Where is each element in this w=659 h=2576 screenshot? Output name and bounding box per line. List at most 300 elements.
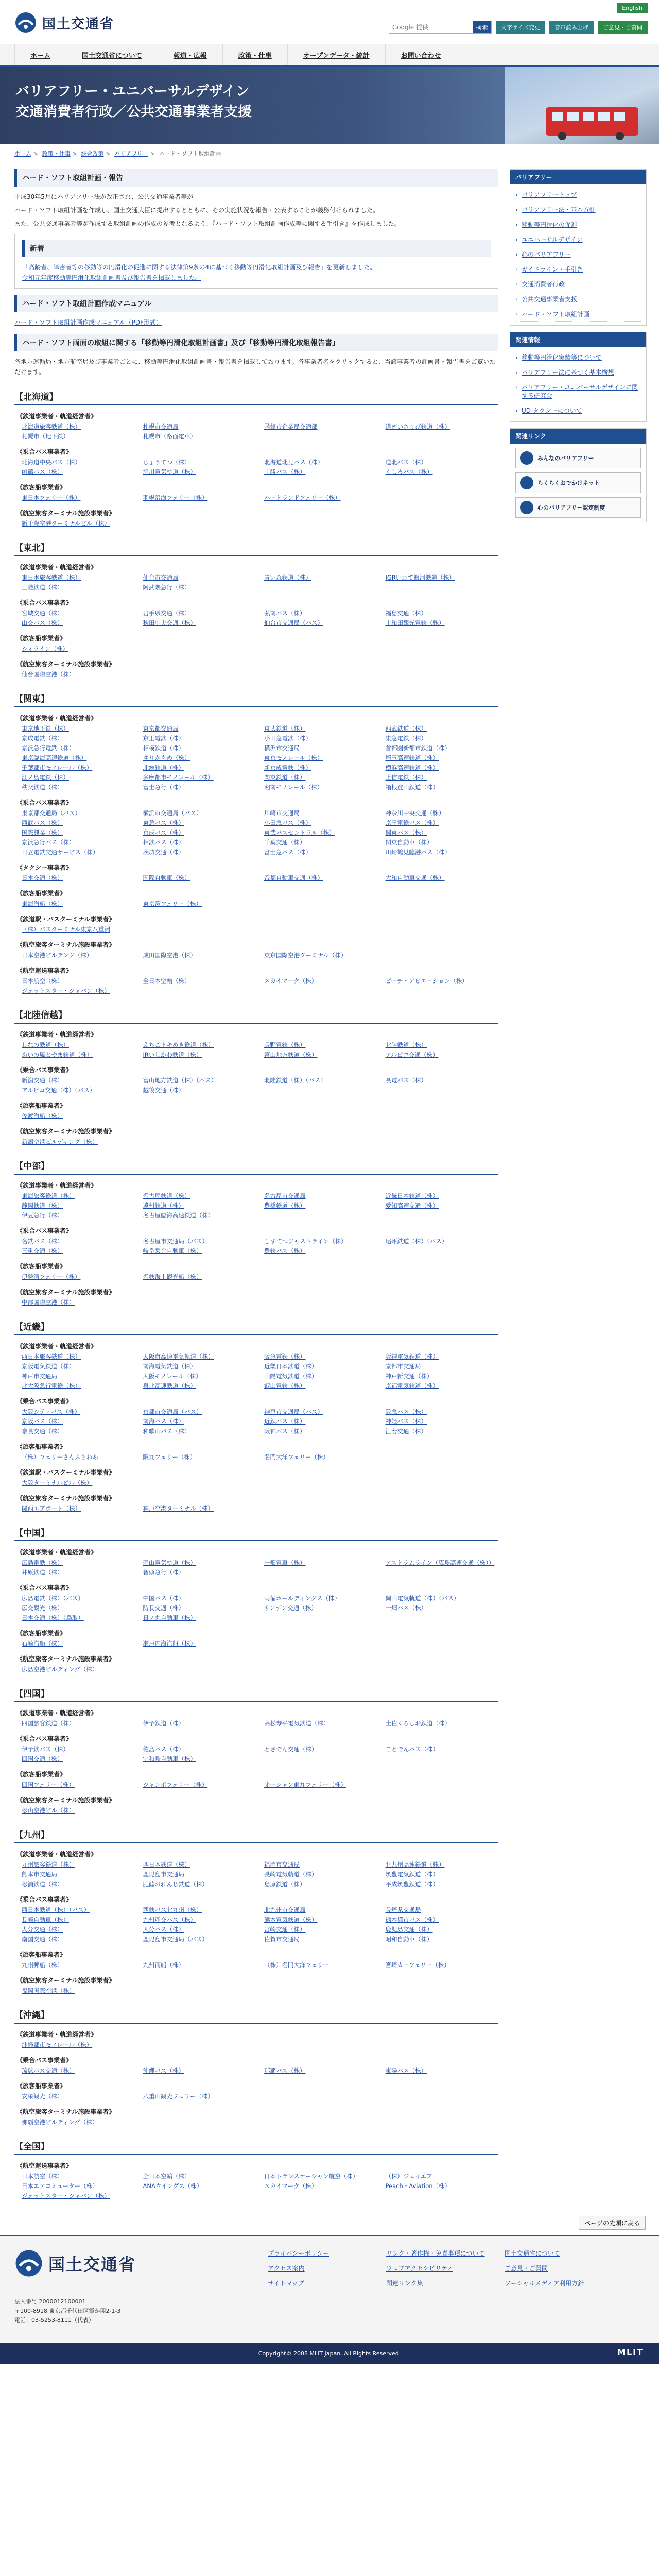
operator-link[interactable]: くしろバス（株） — [385, 468, 433, 476]
operator-link[interactable]: じょうてつ（株） — [143, 459, 190, 466]
operator-link[interactable]: しなの鉄道（株） — [22, 1041, 69, 1048]
operator-link[interactable]: 首都圏新都市鉄道（株） — [385, 744, 450, 752]
operator-link[interactable]: 長電バス（株） — [385, 1077, 427, 1084]
operator-link[interactable]: 福岡国際空港（株） — [22, 1987, 75, 1994]
operator-link[interactable]: 岩手県交通（株） — [143, 609, 190, 617]
operator-link[interactable]: 那覇空港ビルディング（株） — [22, 2119, 98, 2126]
operator-link[interactable]: アルピコ交通（株）（バス） — [22, 1087, 96, 1094]
operator-link[interactable]: 大阪モノレール（株） — [143, 1372, 202, 1380]
voice-read-button[interactable]: 音声読み上げ — [549, 21, 594, 34]
operator-link[interactable]: 青い森鉄道（株） — [264, 574, 311, 581]
operator-link[interactable]: 四国交通（株） — [22, 1755, 63, 1762]
operator-link[interactable]: 大分交通（株） — [22, 1926, 63, 1933]
operator-link[interactable]: 宮城交通（株） — [22, 609, 63, 617]
operator-link[interactable]: 京成電鉄（株） — [22, 735, 63, 742]
operator-link[interactable]: ANAウイングス（株） — [143, 2182, 203, 2190]
operator-link[interactable]: 京成バス（株） — [143, 829, 184, 836]
operator-link[interactable]: 鹿児島市交通局 — [143, 1871, 184, 1878]
operator-link[interactable]: 上信電鉄（株） — [385, 774, 427, 781]
sidebar-item[interactable]: › 心のバリアフリー — [515, 247, 641, 262]
operator-link[interactable]: 名古屋市交通局 — [264, 1192, 306, 1199]
operator-link[interactable]: 神戸市交通局 — [22, 1372, 57, 1380]
site-logo[interactable] — [14, 11, 114, 34]
operator-link[interactable]: 茨城交通（株） — [143, 849, 184, 856]
operator-link[interactable]: 湘南モノレール（株） — [264, 784, 323, 791]
footer-link[interactable]: ウェブアクセシビリティ — [386, 2265, 453, 2272]
operator-link[interactable]: 福島交通（株） — [385, 609, 427, 617]
operator-link[interactable]: 佐渡汽船（株） — [22, 1112, 63, 1120]
sidebar-item[interactable]: › UD タクシーについて — [515, 403, 641, 418]
operator-link[interactable]: 京浜急行電鉄（株） — [22, 744, 75, 752]
operator-link[interactable]: あいの風とやま鉄道（株） — [22, 1051, 93, 1058]
operator-link[interactable]: サンデン交通（株） — [264, 1604, 317, 1612]
operator-link[interactable]: 熊本都市バス（株） — [385, 1916, 439, 1923]
operator-link[interactable]: 大阪ターミナルビル（株） — [22, 1479, 93, 1486]
operator-link[interactable]: 川崎市交通局 — [264, 809, 300, 817]
operator-link[interactable]: 名古屋鉄道（株） — [143, 1192, 190, 1199]
operator-link[interactable]: 富山地方鉄道（株）（バス） — [143, 1077, 217, 1084]
news-link[interactable]: 「高齢者、障害者等の移動等の円滑化の促進に関する法律第9条の4に基づく移動等円滑化取組計画及び報告」を更新しました。 — [22, 264, 376, 271]
operator-link[interactable]: 神戸空港ターミナル（株） — [143, 1505, 214, 1512]
operator-link[interactable]: 京浜急行バス（株） — [22, 839, 75, 846]
operator-link[interactable]: Peach・Aviation（株） — [385, 2182, 451, 2190]
operator-link[interactable]: 山陽電気鉄道（株） — [264, 1372, 318, 1380]
operator-link[interactable]: ゆりかもめ（株） — [143, 754, 190, 761]
operator-link[interactable]: 京阪電気鉄道（株） — [22, 1363, 75, 1370]
operator-link[interactable]: 東京モノレール（株） — [264, 754, 323, 761]
operator-link[interactable]: 阪神電気鉄道（株） — [385, 1353, 439, 1360]
sidebar-item[interactable]: › ガイドライン・手引き — [515, 262, 641, 277]
operator-link[interactable]: 西鉄バス北九州（株） — [143, 1906, 202, 1913]
operator-link[interactable]: 智頭急行（株） — [143, 1569, 184, 1576]
footer-logo[interactable] — [14, 2249, 136, 2278]
operator-link[interactable]: 神奈川中央交通（株） — [385, 809, 445, 817]
operator-link[interactable]: 那覇バス（株） — [264, 2067, 306, 2074]
operator-link[interactable]: 南海電気鉄道（株） — [143, 1363, 196, 1370]
operator-link[interactable]: 東京臨海高速鉄道（株） — [22, 754, 87, 761]
operator-link[interactable]: 札幌市交通局 — [143, 423, 179, 430]
operator-link[interactable]: 横浜高速鉄道（株） — [385, 764, 439, 771]
operator-link[interactable]: 函館バス（株） — [22, 468, 63, 476]
gnav-policy[interactable]: 政策・仕事 — [223, 44, 288, 65]
font-size-button[interactable]: 文字サイズ変更 — [496, 21, 545, 34]
operator-link[interactable]: 日本交通（株）（鳥取） — [22, 1614, 84, 1621]
breadcrumb-item[interactable]: 政策・仕事 — [42, 150, 71, 157]
operator-link[interactable]: 中国バス（株） — [143, 1595, 184, 1602]
operator-link[interactable]: 安栄観光（株） — [22, 2093, 63, 2100]
operator-link[interactable]: 奈良交通（株） — [22, 1428, 63, 1435]
operator-link[interactable]: 一畑バス（株） — [385, 1604, 427, 1612]
operator-link[interactable]: 広島空港ビルディング（株） — [22, 1666, 98, 1673]
operator-link[interactable]: 八重山観光フェリー（株） — [143, 2093, 214, 2100]
sidebar-banner[interactable] — [515, 497, 641, 518]
operator-link[interactable]: 南国交通（株） — [22, 1936, 63, 1943]
operator-link[interactable]: 日本エアコミューター（株） — [22, 2182, 98, 2190]
operator-link[interactable]: 岡山電気軌道（株） — [143, 1559, 196, 1566]
operator-link[interactable]: 名鉄バス（株） — [22, 1238, 63, 1245]
operator-link[interactable]: 名鉄海上観光船（株） — [143, 1273, 202, 1280]
operator-link[interactable]: 肥薩おれんじ鉄道（株） — [143, 1880, 208, 1888]
operator-link[interactable]: 道北バス（株） — [385, 459, 427, 466]
operator-link[interactable]: 関東鉄道（株） — [264, 774, 306, 781]
operator-link[interactable]: 伊勢湾フェリー（株） — [22, 1273, 81, 1280]
operator-link[interactable]: 日立電鉄交通サービス（株） — [22, 849, 99, 856]
operator-link[interactable]: 伊予鉄道（株） — [143, 1720, 184, 1727]
footer-link[interactable]: 関連リンク集 — [386, 2280, 423, 2287]
operator-link[interactable]: 四国フェリー（株） — [22, 1781, 75, 1788]
operator-link[interactable]: 土佐くろしお鉄道（株） — [385, 1720, 450, 1727]
operator-link[interactable]: 豊鉄バス（株） — [264, 1247, 306, 1255]
operator-link[interactable]: ハートランドフェリー（株） — [264, 494, 341, 501]
operator-link[interactable]: 遠州鉄道（株） — [143, 1202, 184, 1209]
operator-link[interactable]: 広島電鉄（株） — [22, 1559, 63, 1566]
operator-link[interactable]: 阪急電鉄（株） — [264, 1353, 306, 1360]
operator-link[interactable]: 西日本鉄道（株）（バス） — [22, 1906, 90, 1913]
operator-link[interactable]: 遠州鉄道（株）（バス） — [385, 1238, 448, 1245]
operator-link[interactable]: 北陸鉄道（株）（バス） — [264, 1077, 326, 1084]
operator-link[interactable]: 東海旅客鉄道（株） — [22, 1192, 75, 1199]
operator-link[interactable]: 東京地下鉄（株） — [22, 725, 69, 732]
operator-link[interactable]: 越後交通（株） — [143, 1087, 184, 1094]
footer-site-name: 国土交通省 — [48, 2255, 136, 2274]
operator-link[interactable]: 名古屋市交通局（バス） — [143, 1238, 208, 1245]
operator-link[interactable]: 京王電鉄バス（株） — [385, 819, 439, 826]
operator-link[interactable]: 箱根登山鉄道（株） — [385, 784, 439, 791]
gnav-about[interactable]: 国土交通省について — [66, 44, 158, 65]
operator-link[interactable]: 新京成電鉄（株） — [264, 764, 311, 771]
operator-link[interactable]: 大分バス（株） — [143, 1926, 184, 1933]
sidebar-banner[interactable] — [515, 448, 641, 468]
operator-link[interactable]: 帝都自動車交通（株） — [264, 874, 323, 882]
operator-link[interactable]: 仙台市交通局（バス） — [264, 619, 323, 626]
operator-link[interactable]: 近畿日本鉄道（株） — [385, 1192, 439, 1199]
operator-link[interactable]: 北総鉄道（株） — [143, 764, 184, 771]
operator-link[interactable]: 東急バス（株） — [143, 819, 184, 826]
inquiry-button[interactable]: ご意見・ご質問 — [598, 21, 648, 34]
operator-link[interactable]: 弘南バス（株） — [264, 609, 306, 617]
operator-link[interactable]: 関東バス（株） — [385, 829, 427, 836]
operator-link[interactable]: 阪神バス（株） — [264, 1428, 306, 1435]
operator-link[interactable]: 宮崎カーフェリー（株） — [385, 1961, 450, 1969]
operator-link[interactable]: 国際自動車（株） — [143, 874, 190, 882]
operator-link[interactable]: IGRいわて銀河鉄道（株） — [385, 574, 455, 581]
operator-link[interactable]: （株）フェリーさんふらわあ — [22, 1453, 98, 1461]
operator-link[interactable]: とさでん交通（株） — [264, 1745, 318, 1753]
operator-link[interactable]: 四国旅客鉄道（株） — [22, 1720, 75, 1727]
sidebar-item[interactable]: › 移動等円滑化実績等について — [515, 350, 641, 365]
footer-link[interactable]: アクセス案内 — [268, 2265, 305, 2272]
operator-link[interactable]: 新潟空港ビルディング（株） — [22, 1138, 98, 1145]
operator-link[interactable]: （株）ジェイエア — [385, 2173, 432, 2180]
operator-link[interactable]: 沖縄都市モノレール（株） — [22, 2041, 93, 2048]
operator-link[interactable]: 琉球バス交通（株） — [22, 2067, 75, 2074]
operator-link[interactable]: 静岡鉄道（株） — [22, 1202, 63, 1209]
operator-link[interactable]: 長崎電気軌道（株） — [264, 1871, 318, 1878]
operator-link[interactable]: 北海道中央バス（株） — [22, 459, 81, 466]
operator-link[interactable]: 伊予鉄バス（株） — [22, 1745, 69, 1753]
operator-link[interactable]: 平成筑豊鉄道（株） — [385, 1880, 439, 1888]
operator-link[interactable]: 岡山電気軌道（株）（バス） — [385, 1595, 460, 1602]
operator-link[interactable]: 道南いさりび鉄道（株） — [385, 423, 450, 430]
operator-link[interactable]: 仙台市交通局 — [143, 574, 179, 581]
operator-link[interactable]: 松浦鉄道（株） — [22, 1880, 63, 1888]
operator-link[interactable]: 京福電気鉄道（株） — [385, 1382, 439, 1389]
operator-link[interactable]: 富士急行（株） — [143, 784, 184, 791]
operator-link[interactable]: 東京湾フェリー（株） — [143, 900, 202, 907]
operator-link[interactable]: 西武鉄道（株） — [385, 725, 427, 732]
operator-link[interactable]: 広島電鉄（株）（バス） — [22, 1595, 84, 1602]
operator-link[interactable]: 神戸市交通局（バス） — [264, 1408, 323, 1415]
footer-link[interactable]: プライバシーポリシー — [268, 2250, 330, 2257]
operator-link[interactable]: 愛知高速交通（株） — [385, 1202, 439, 1209]
search-input[interactable] — [389, 21, 473, 33]
operator-link[interactable]: 新千歳空港ターミナルビル（株） — [22, 520, 110, 527]
operator-link[interactable]: 大阪シティバス（株） — [22, 1408, 81, 1415]
operator-link[interactable]: 東京国際空港ターミナル（株） — [264, 952, 347, 959]
footer-link[interactable]: ご意見・ご質問 — [505, 2265, 548, 2272]
operator-link[interactable]: 神姫バス（株） — [385, 1418, 427, 1425]
operator-link[interactable]: 九州商船（株） — [143, 1961, 184, 1969]
operator-grid — [14, 1041, 498, 1059]
operator-link[interactable]: 札幌市（路面電車） — [143, 433, 196, 440]
operator-link[interactable]: 日ノ丸自動車（株） — [143, 1614, 196, 1621]
operator-link[interactable]: 千葉都市モノレール（株） — [22, 764, 93, 771]
operator-link[interactable]: 鹿児島交通（株） — [385, 1926, 433, 1933]
operator-link[interactable]: ことでんバス（株） — [385, 1745, 439, 1753]
operator-link[interactable]: しずてつジャストライン（株） — [264, 1238, 347, 1245]
operator-link[interactable]: ジェットスター・ジャパン（株） — [22, 987, 110, 994]
operator-link[interactable]: 北大阪急行電鉄（株） — [22, 1382, 81, 1389]
operator-link[interactable]: 昭和自動車（株） — [385, 1936, 433, 1943]
operator-link[interactable]: 長崎自動車（株） — [22, 1916, 69, 1923]
footer-link[interactable]: 国土交通省について — [505, 2250, 560, 2257]
operator-link[interactable]: オーシャン東九フェリー（株） — [264, 1781, 346, 1788]
operator-link[interactable]: 日本航空（株） — [22, 977, 63, 985]
operator-link[interactable]: 関東自動車（株） — [385, 839, 433, 846]
operator-link[interactable]: 福岡市交通局 — [264, 1861, 300, 1868]
operator-link[interactable]: 東日本旅客鉄道（株） — [22, 574, 81, 581]
operator-link[interactable]: 松山空港ビル（株） — [22, 1807, 75, 1814]
operator-link[interactable]: 富士急バス（株） — [264, 849, 311, 856]
operator-link[interactable]: 九州郵船（株） — [22, 1961, 63, 1969]
operator-link[interactable]: 長崎県交通局 — [385, 1906, 421, 1913]
operator-link[interactable]: 十和田観光電鉄（株） — [385, 619, 445, 626]
operator-link[interactable]: 防長交通（株） — [143, 1604, 184, 1612]
operator-link[interactable]: 神戸新交通（株） — [385, 1372, 433, 1380]
operator-link[interactable]: 北九州高速鉄道（株） — [385, 1861, 445, 1868]
sidebar-item[interactable]: › 公共交通事業者支援 — [515, 292, 641, 307]
operator-link[interactable]: 徳島バス（株） — [143, 1745, 184, 1753]
operator-link[interactable]: 名古屋臨海高速鉄道（株） — [143, 1212, 214, 1219]
operator-link[interactable]: 阪九フェリー（株） — [143, 1453, 196, 1461]
sidebar-item[interactable]: › バリアフリー・ユニバーサルデザインに関する研究会 — [515, 380, 641, 403]
operator-link[interactable]: 成田国際空港（株） — [143, 952, 196, 959]
sidebar-item[interactable]: › 交通消費者行政 — [515, 277, 641, 292]
gnav-data[interactable]: オープンデータ・統計 — [288, 44, 386, 65]
operator-link[interactable]: 西武バス（株） — [22, 819, 63, 826]
operator-link[interactable]: 宇和島自動車（株） — [143, 1755, 196, 1762]
operator-link[interactable]: 新潟交通（株） — [22, 1077, 63, 1084]
operator-link[interactable]: （株）バスターミナル東京八重洲 — [22, 926, 110, 933]
operator-link[interactable]: アストラムライン（広島高速交通（株）） — [385, 1559, 495, 1566]
footer-link[interactable]: リンク・著作権・免責事項について — [386, 2250, 485, 2257]
operator-link[interactable]: ピーチ・アビエーション（株） — [385, 977, 468, 985]
operator-link[interactable]: 千葉交通（株） — [264, 839, 306, 846]
operator-link[interactable]: 三陸鉄道（株） — [22, 584, 63, 591]
operator-link[interactable]: シィライン（株） — [22, 645, 68, 652]
operator-link[interactable]: 阪急バス（株） — [385, 1408, 427, 1415]
operator-link[interactable]: 大和自動車交通（株） — [385, 874, 445, 882]
operator-link[interactable]: 京王電鉄（株） — [143, 735, 184, 742]
operator-link[interactable]: 宮崎交通（株） — [264, 1926, 306, 1933]
operator-link[interactable]: 山交バス（株） — [22, 619, 63, 626]
operator-link[interactable]: 京都市交通局 — [385, 1363, 421, 1370]
operator-link[interactable]: 九州旅客鉄道（株） — [22, 1861, 75, 1868]
operator-link[interactable]: 横浜市交通局（バス） — [143, 809, 202, 817]
english-button[interactable]: English — [617, 3, 648, 13]
sidebar-item[interactable]: › バリアフリー法に基づく基本構想 — [515, 365, 641, 380]
operator-link[interactable]: 多摩都市モノレール（株） — [143, 774, 214, 781]
operator-link[interactable]: 伊豆急行（株） — [22, 1212, 63, 1219]
operator-link[interactable]: IRいしかわ鉄道（株） — [143, 1051, 202, 1058]
operator-link[interactable]: 秋田中央交通（株） — [143, 619, 196, 626]
operator-link[interactable]: 瀬戸内海汽船（株） — [143, 1640, 196, 1647]
operator-link[interactable]: 一畑電車（株） — [264, 1559, 306, 1566]
operator-link[interactable]: 北九州市交通局 — [264, 1906, 306, 1913]
operator-link[interactable]: えちごトキめき鉄道（株） — [143, 1041, 214, 1048]
sidebar-item[interactable]: › ハード・ソフト取組計画 — [515, 307, 641, 322]
operator-link[interactable]: 筑豊電気鉄道（株） — [385, 1871, 439, 1878]
pagetop-button[interactable]: ページの先頭に戻る — [579, 2216, 646, 2230]
operator-link[interactable]: 北陸鉄道（株） — [385, 1041, 427, 1048]
operator-link[interactable]: 沖縄バス（株） — [143, 2067, 184, 2074]
operator-link[interactable]: 阿武隈急行（株） — [143, 584, 190, 591]
operator-link[interactable]: 仙台国際空港（株） — [22, 671, 75, 678]
operator-link[interactable]: 東武鉄道（株） — [264, 725, 306, 732]
operator-link[interactable]: 高松琴平電気鉄道（株） — [264, 1720, 330, 1727]
operator-link[interactable]: （株）名門大洋フェリー — [264, 1961, 329, 1969]
operator-link[interactable]: 京阪バス（株） — [22, 1418, 63, 1425]
operator-link[interactable]: 和歌山バス（株） — [143, 1428, 190, 1435]
operator-link[interactable]: 熊本市交通局 — [22, 1871, 57, 1878]
operator-link[interactable]: 東武バスセントラル（株） — [264, 829, 335, 836]
operator-link[interactable]: 小田急電鉄（株） — [264, 735, 311, 742]
operator-link[interactable]: 九州産交バス（株） — [143, 1916, 196, 1923]
operator-link[interactable]: ジャンボフェリー（株） — [143, 1781, 208, 1788]
operator-link[interactable]: 秩父鉄道（株） — [22, 784, 63, 791]
operator-link[interactable]: スカイマーク（株） — [264, 977, 318, 985]
operator-link[interactable]: 両備ホールディングス（株） — [264, 1595, 341, 1602]
operator-link[interactable]: 広交観光（株） — [22, 1604, 63, 1612]
operator-link[interactable]: 東日本フェリー（株） — [22, 494, 81, 501]
operator-link[interactable]: 長野電鉄（株） — [264, 1041, 306, 1048]
operator-link[interactable]: 旭川電気軌道（株） — [143, 468, 196, 476]
operator-link[interactable]: 東急電鉄（株） — [385, 735, 427, 742]
operator-link[interactable]: 鹿児島市交通局（バス） — [143, 1936, 208, 1943]
operator-link[interactable]: 国際興業（株） — [22, 829, 63, 836]
operator-link[interactable]: 埼玉高速鉄道（株） — [385, 754, 439, 761]
operator-link[interactable]: 東海汽船（株） — [22, 900, 63, 907]
operator-link[interactable]: 日本航空（株） — [22, 2173, 63, 2180]
operator-link[interactable]: 札幌市（地下鉄） — [22, 433, 69, 440]
operator-link[interactable]: 北海道北見バス（株） — [264, 459, 323, 466]
operator-link[interactable]: 岐阜乗合自動車（株） — [143, 1247, 202, 1255]
operator-link[interactable]: 東陽バス（株） — [385, 2067, 427, 2074]
operator-link[interactable]: 西日本鉄道（株） — [143, 1861, 190, 1868]
operator-link[interactable]: 西日本旅客鉄道（株） — [22, 1353, 81, 1360]
operator-link[interactable]: 泉北高速鉄道（株） — [143, 1382, 196, 1389]
operator-link[interactable]: 近畿日本鉄道（株） — [264, 1363, 318, 1370]
operator-link[interactable]: 佐賀市交通局 — [264, 1936, 300, 1943]
operator-link[interactable]: 東京都交通局 — [143, 725, 179, 732]
breadcrumb-item[interactable]: ホーム — [14, 150, 31, 157]
operator-link[interactable]: 江若交通（株） — [385, 1428, 427, 1435]
operator-link[interactable]: 相鉄バス（株） — [143, 839, 184, 846]
search-button[interactable]: 検索 — [473, 21, 491, 33]
operator-link[interactable]: 豊橋鉄道（株） — [264, 1202, 306, 1209]
operator-link[interactable]: 全日本空輸（株） — [143, 977, 190, 985]
operator-link[interactable]: 南海バス（株） — [143, 1418, 184, 1425]
operator-link[interactable]: 関西エアポート（株） — [22, 1505, 81, 1512]
operator-link[interactable]: 名門大洋フェリー（株） — [264, 1453, 329, 1461]
gnav-press[interactable]: 報道・広報 — [158, 44, 223, 65]
operator-link[interactable]: 京都市交通局（バス） — [143, 1408, 202, 1415]
operator-link[interactable]: 叡山電鉄（株） — [264, 1382, 306, 1389]
gnav-home[interactable]: ホーム — [14, 44, 66, 65]
operator-link[interactable]: 小田急バス（株） — [264, 819, 311, 826]
operator-link[interactable]: スカイマーク（株） — [264, 2182, 318, 2190]
news-link[interactable]: 令和元年度移動等円滑化取組計画書及び報告書を掲載しました。 — [22, 274, 202, 281]
manual-pdf-link[interactable]: ハード・ソフト取組計画作成マニュアル（PDF形式） — [14, 319, 162, 326]
operator-link[interactable]: 日本トランスオーシャン航空（株） — [264, 2173, 359, 2180]
operator-link[interactable]: 近鉄バス（株） — [264, 1418, 306, 1425]
operator-link[interactable]: 羽幌沿海フェリー（株） — [143, 494, 208, 501]
sidebar-item[interactable]: › バリアフリー法・基本方針 — [515, 202, 641, 217]
operator-link[interactable]: 大阪市高速電気軌道（株） — [143, 1353, 214, 1360]
operator-link[interactable]: 井原鉄道（株） — [22, 1569, 63, 1576]
breadcrumb-item[interactable]: 総合政策 — [81, 150, 104, 157]
operator-link[interactable]: 全日本空輸（株） — [143, 2173, 190, 2180]
operator-link[interactable]: 川崎鶴見臨港バス（株） — [385, 849, 450, 856]
sidebar-item[interactable]: › バリアフリートップ — [515, 188, 641, 202]
gnav-contact[interactable]: お問い合わせ — [386, 44, 457, 65]
operator-link[interactable]: 熊本電気鉄道（株） — [264, 1916, 318, 1923]
operator-link[interactable]: 函館市企業局交通部 — [264, 423, 318, 430]
operator-link[interactable]: 十勝バス（株） — [264, 468, 306, 476]
operator-link[interactable]: ジェットスター・ジャパン（株） — [22, 2192, 110, 2199]
operator-link[interactable]: 三重交通（株） — [22, 1247, 63, 1255]
footer-link[interactable]: ソーシャルメディア利用方針 — [505, 2280, 584, 2287]
sidebar-banner[interactable] — [515, 472, 641, 493]
breadcrumb-item[interactable]: バリアフリー — [114, 150, 148, 157]
operator-link[interactable]: 島原鉄道（株） — [264, 1880, 306, 1888]
operator-link[interactable]: 相模鉄道（株） — [143, 744, 184, 752]
operator-link[interactable]: 富山地方鉄道（株） — [264, 1051, 318, 1058]
footer-link[interactable]: サイトマップ — [268, 2280, 304, 2287]
operator-link[interactable]: 江ノ島電鉄（株） — [22, 774, 69, 781]
operator-link[interactable]: 中部国際空港（株） — [22, 1299, 75, 1306]
operator-link[interactable]: 横浜市交通局 — [264, 744, 300, 752]
operator-link[interactable]: 北海道旅客鉄道（株） — [22, 423, 81, 430]
operator-link[interactable]: 東京都交通局（バス） — [22, 809, 81, 817]
operator-link[interactable]: 日本交通（株） — [22, 874, 63, 882]
operator-link[interactable]: アルピコ交通（株） — [385, 1051, 439, 1058]
operator-category: 《鉄道事業者・軌道経営者》 — [16, 1031, 97, 1038]
sidebar-item[interactable]: › 移動等円滑化の促進 — [515, 217, 641, 232]
operator-link[interactable]: 石崎汽船（株） — [22, 1640, 63, 1647]
operator-link[interactable]: 日本空港ビルデング（株） — [22, 952, 93, 959]
sidebar-item[interactable]: › ユニバーサルデザイン — [515, 232, 641, 247]
